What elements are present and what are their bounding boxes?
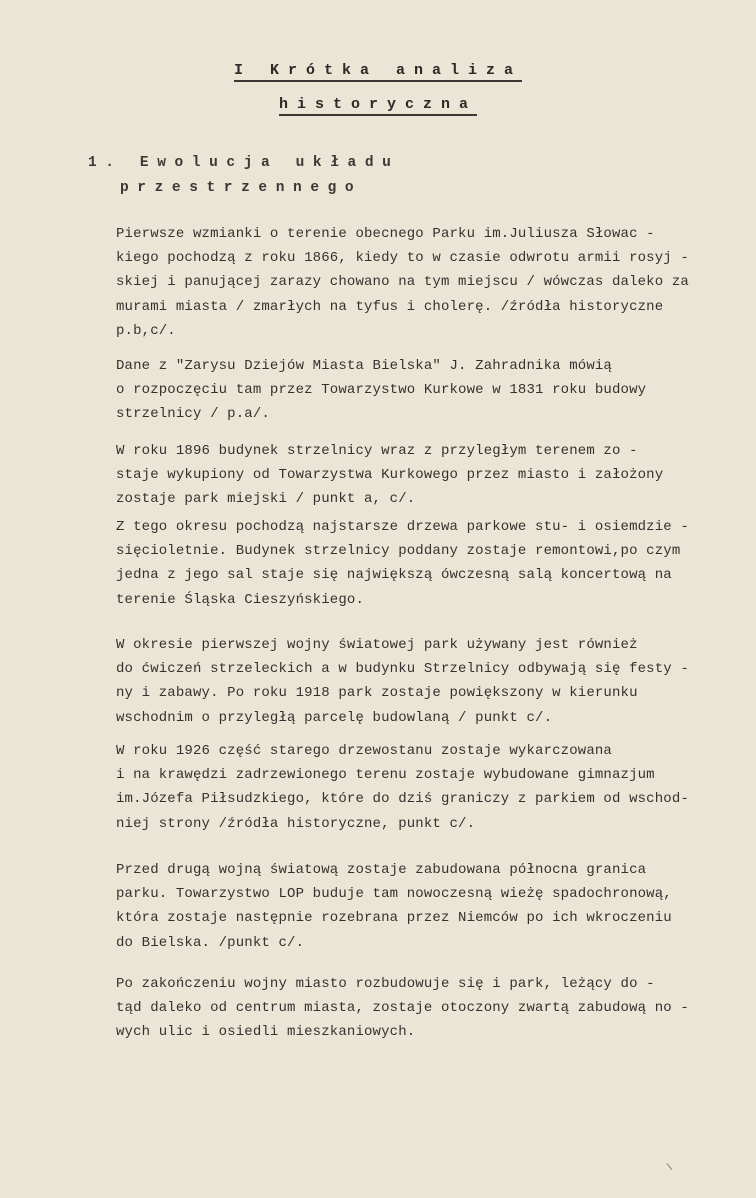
- title-text-1: I Krótka analiza: [234, 62, 522, 82]
- title-text-2: historyczna: [279, 96, 477, 116]
- pencil-mark: [666, 1158, 678, 1170]
- paragraph-3: W roku 1896 budynek strzelnicy wraz z przyległym terenem zo - staje wykupiony od Towarzystwa Kurkowego przez miasto i założony zostaje park miejski / punkt a, c/.: [116, 443, 664, 508]
- paragraph-1: Pierwsze wzmianki o terenie obecnego Parku im.Juliusza Słowac - kiego pochodzą z roku 1866, kiedy to w czasie odwrotu armii rosyj - skiej i panującej zarazy chowano na tym miejscu / wówczas daleko za murami miasta / zmarłych na tyfus i cholerę. /źródła historyczne p.b,c/.: [116, 226, 689, 339]
- paragraph-6: W roku 1926 część starego drzewostanu zostaje wykarczowana i na krawędzi zadrzewionego terenu zostaje wybudowane gimnazjum im.Józefa Piłsudzkiego, które do dziś graniczy z parkiem od wschod- niej strony /źródła historyczne, punkt c/.: [116, 743, 689, 832]
- paragraph-4: Z tego okresu pochodzą najstarsze drzewa parkowe stu- i osiemdzie - sięcioletnie. Budynek strzelnicy poddany zostaje remontowi,po czym jedna z jego sal staje się największą ówczesną salą koncertową na terenie Śląska Cieszyńskiego.: [116, 519, 689, 608]
- paragraph-8: Po zakończeniu wojny miasto rozbudowuje się i park, leżący do - tąd daleko od centrum miasta, zostaje otoczony zwartą zabudową no - wych ulic i osiedli mieszkaniowych.: [116, 976, 689, 1041]
- document-title-line1: [0, 62, 756, 82]
- paragraph-5: W okresie pierwszej wojny światowej park używany jest również do ćwiczeń strzeleckich a w budynku Strzelnicy odbywają się festy - ny i zabawy. Po roku 1918 park zostaje powiększony w kierunku wschodnim o przyległą parcelę budowlaną / punkt c/.: [116, 637, 689, 726]
- paragraph-7: Przed drugą wojną światową zostaje zabudowana północna granica parku. Towarzystwo LOP buduje tam nowoczesną wieżę spadochronową, która zostaje następnie rozebrana przez Niemców po ich wkroczeniu do Bielska. /punkt c/.: [116, 862, 672, 951]
- document-title-line2: [0, 96, 756, 116]
- section-heading-line1: 1. Ewolucja układu: [88, 155, 400, 171]
- section-heading-line2: przestrzennego: [120, 180, 363, 196]
- paragraph-2: Dane z "Zarysu Dziejów Miasta Bielska" J. Zahradnika mówią o rozpoczęciu tam przez Towarzystwo Kurkowe w 1831 roku budowy strzelnicy / p.a/.: [116, 358, 647, 423]
